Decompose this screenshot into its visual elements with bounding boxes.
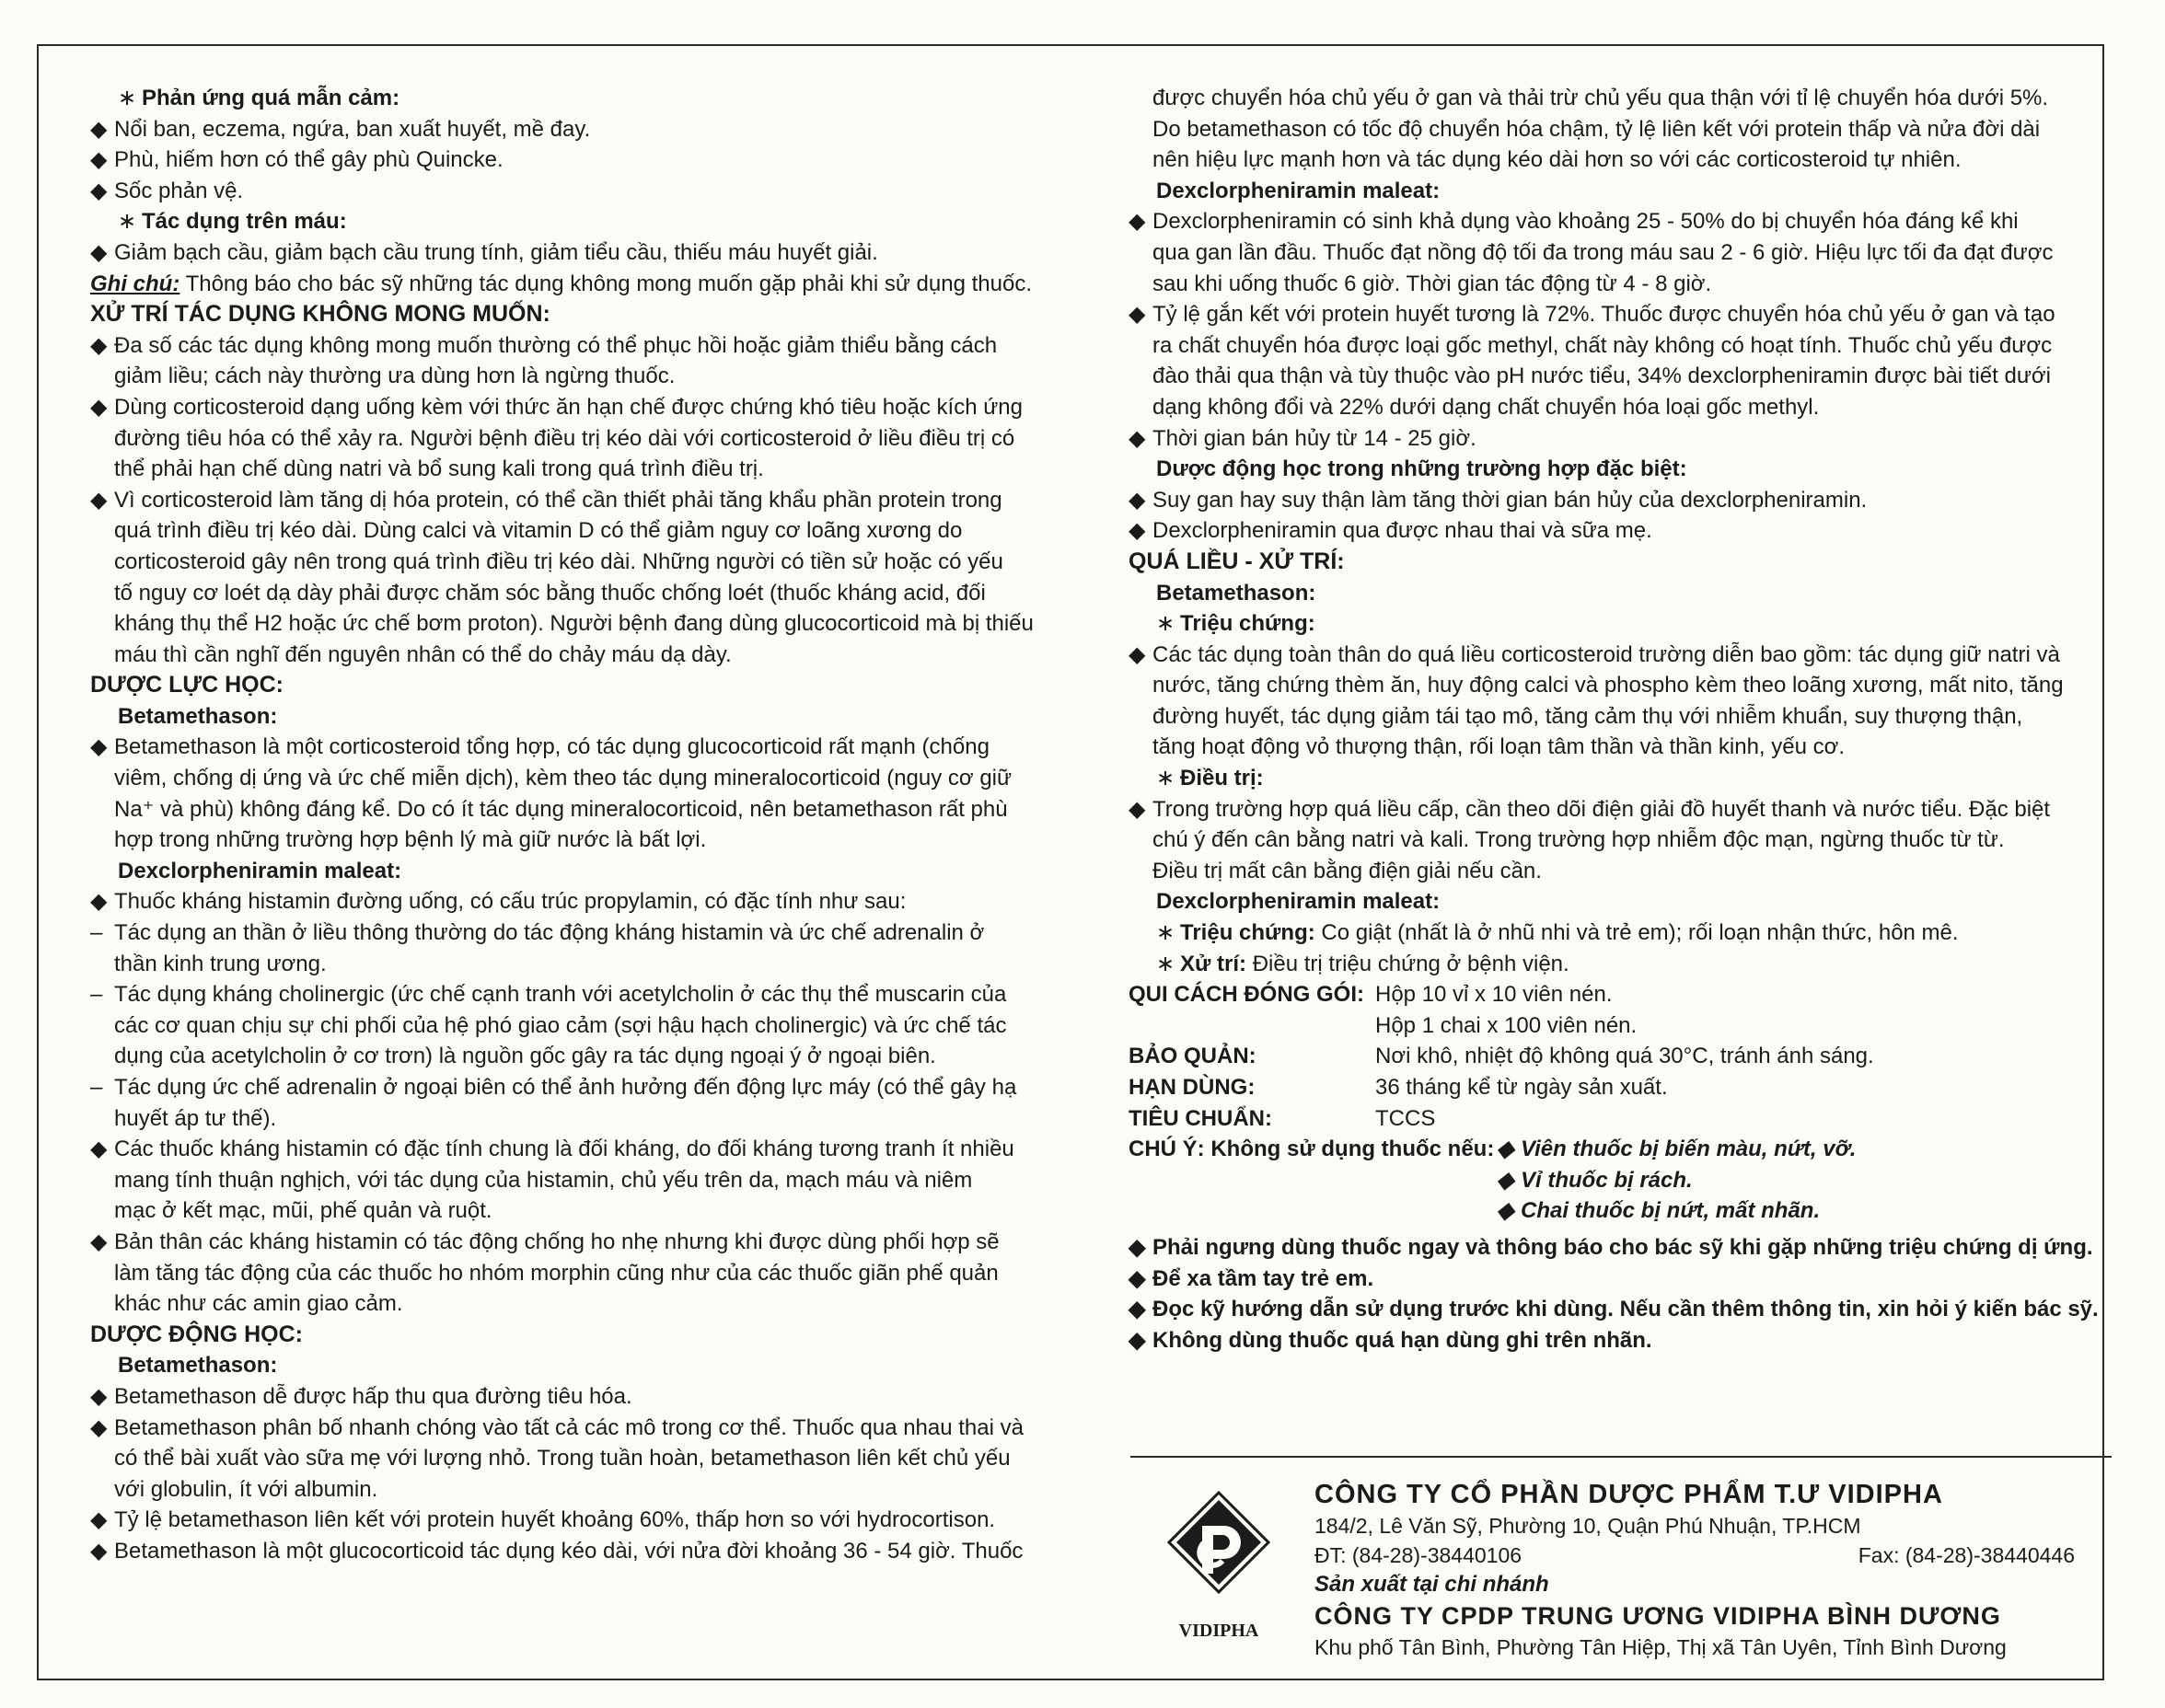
spec-table	[1129, 979, 2110, 1134]
asterisk-icon: ∗	[1156, 951, 1175, 976]
continuation-line: mạc ở kết mạc, mũi, phế quản và ruột.	[114, 1198, 492, 1224]
bullet-text: Sốc phản vệ.	[114, 178, 244, 203]
diamond-bullet-icon: ◆	[90, 178, 108, 203]
continuation-line: các cơ quan chịu sự chi phối của hệ phó giao cảm (sợi hậu hạch cholinergic) và ức chế tác	[114, 1012, 1007, 1038]
continuation-line: khác như các amin giao cảm.	[114, 1291, 403, 1317]
dash-text: Tác dụng kháng cholinergic (ức chế cạnh tranh với acetylcholin ở các thụ thể muscarin của	[114, 982, 1007, 1008]
caution-label	[1129, 1165, 1497, 1196]
bullet-item	[90, 330, 1071, 362]
continuation-line: có thể bài xuất vào sữa mẹ với lượng nhỏ. Trong tuần hoàn, betamethason liên kết chủ yếu	[114, 1446, 1011, 1471]
company-address: 184/2, Lê Văn Sỹ, Phường 10, Quận Phú Nhuận, TP.HCM	[1314, 1514, 1861, 1538]
spec-label: BẢO QUẢN:	[1129, 1044, 1256, 1069]
bullet-text: Dexclorpheniramin có sinh khả dụng vào khoảng 25 - 50% do bị chuyển hóa đáng kể khi	[1152, 209, 2019, 235]
diamond-bullet-icon: ◆	[1129, 209, 1146, 235]
continuation-line: máu thì cần nghĩ đến nguyên nhân có thể do chảy máu dạ dày.	[114, 641, 732, 667]
diamond-bullet-icon: ◆	[1129, 302, 1146, 328]
left-column	[90, 83, 1071, 1567]
continuation-line: mang tính thuận nghịch, với tác dụng của histamin, chủ yếu trên da, mạch máu và niêm	[114, 1167, 973, 1193]
bullet-text: Phù, hiếm hơn có thể gây phù Quincke.	[114, 147, 504, 173]
bullet-item	[1129, 299, 2110, 330]
caution-item	[1497, 1195, 1820, 1227]
continuation-line: đường huyết, tác dụng giảm tái tạo mô, tăng cảm thụ với nhiễm khuẩn, suy thượng thận,	[1152, 703, 2023, 729]
continuation-line: corticosteroid gây nên trong quá trình điều trị kéo dài. Những người có tiền sử hoặc có yếu	[114, 548, 1003, 574]
caution-text: Viên thuốc bị biến màu, nứt, vỡ.	[1521, 1137, 1857, 1162]
footer-divider	[1130, 1456, 2112, 1458]
bullet-item	[1129, 640, 2110, 671]
star-heading	[1129, 608, 2110, 640]
spec-value: Hộp 10 vỉ x 10 viên nén.	[1375, 982, 1613, 1008]
continuation-line: tăng hoạt động vỏ thượng thận, rối loạn tâm thần và thần kinh, yếu cơ.	[1152, 734, 1846, 760]
star-inline-label: Xử trí:	[1180, 951, 1247, 976]
warning-text: Đọc kỹ hướng dẫn sử dụng trước khi dùng. Nếu cần thêm thông tin, xin hỏi ý kiến bác sỹ.	[1152, 1297, 2099, 1322]
dash-item	[90, 917, 1071, 949]
sub-heading: Dược động học trong những trường hợp đặc biệt:	[1156, 456, 1687, 482]
star-inline-label: Triệu chứng:	[1180, 920, 1315, 946]
dash-item	[90, 979, 1071, 1010]
spec-label: TIÊU CHUẨN:	[1129, 1105, 1272, 1131]
note-label: Ghi chú:	[90, 271, 180, 296]
dash-icon: –	[90, 920, 103, 946]
caution-row	[1129, 1134, 2110, 1165]
bullet-item	[1129, 485, 2110, 516]
caution-item	[1497, 1165, 1693, 1196]
section-heading: XỬ TRÍ TÁC DỤNG KHÔNG MONG MUỐN:	[90, 301, 550, 328]
bullet-item	[90, 237, 1071, 269]
continuation-line: kháng thụ thể H2 hoặc ức chế bơm proton). Người bệnh đang dùng glucocorticoid mà bị thiếu	[114, 611, 1034, 637]
continuation-line: chú ý đến cân bằng natri và kali. Trong trường hợp nhiễm độc mạn, ngừng thuốc từ từ.	[1152, 827, 2005, 853]
spec-value: Nơi khô, nhiệt độ không quá 30°C, tránh ánh sáng.	[1375, 1044, 1874, 1069]
bullet-item	[90, 114, 1071, 145]
diamond-bullet-icon: ◆	[1129, 641, 1146, 667]
diamond-bullet-icon: ◆	[1129, 487, 1146, 513]
diamond-bullet-icon: ◆	[90, 394, 108, 420]
diamond-bullet-icon: ◆	[90, 487, 108, 513]
asterisk-icon: ∗	[1156, 920, 1175, 946]
bullet-text: Betamethason dễ được hấp thu qua đường tiêu hóa.	[114, 1383, 632, 1409]
diamond-bullet-icon: ◆	[1497, 1167, 1514, 1193]
spec-label: HẠN DÙNG:	[1129, 1075, 1256, 1100]
sub-heading: Betamethason:	[1156, 580, 1316, 606]
bullet-item	[1129, 423, 2110, 455]
bullet-text: Giảm bạch cầu, giảm bạch cầu trung tính, giảm tiểu cầu, thiếu máu huyết giải.	[114, 239, 878, 265]
company-info	[1314, 1478, 2075, 1662]
diamond-bullet-icon: ◆	[1129, 796, 1146, 822]
star-heading-label: Tác dụng trên máu:	[142, 209, 347, 235]
caution-label: CHÚ Ý: Không sử dụng thuốc nếu:	[1129, 1137, 1495, 1162]
continuation-line: dạng không đổi và 22% dưới dạng chất chuyển hóa loại gốc methyl.	[1152, 394, 1820, 420]
bullet-text: Thuốc kháng histamin đường uống, có cấu trúc propylamin, có đặc tính như sau:	[114, 889, 907, 915]
right-text-block	[1129, 83, 2110, 979]
star-inline-text: Điều trị triệu chứng ở bệnh viện.	[1246, 951, 1569, 976]
sub-heading: Dexclorpheniramin maleat:	[1156, 889, 1441, 915]
continuation-line: qua gan lần đầu. Thuốc đạt nồng độ tối đa trong máu sau 2 - 6 giờ. Hiệu lực tối đa đạt được	[1152, 239, 2054, 265]
asterisk-icon: ∗	[118, 86, 137, 110]
warnings-block	[1129, 1232, 2110, 1356]
continuation-line: thần kinh trung ương.	[114, 951, 327, 976]
caution-item	[1497, 1134, 1856, 1165]
bullet-item	[1129, 794, 2110, 825]
continuation-line: được chuyển hóa chủ yếu ở gan và thải trừ chủ yếu qua thận với tỉ lệ chuyển hóa dưới 5%.	[1152, 86, 2049, 110]
spec-row	[1129, 979, 2110, 1010]
continuation-line: Na⁺ và phù) không đáng kể. Do có ít tác dụng mineralocorticoid, nên betamethason rất phù	[114, 796, 1008, 822]
continuation-line: đường tiêu hóa có thể xảy ra. Người bệnh điều trị kéo dài với corticosteroid ở liều điều trị có	[114, 425, 1015, 451]
sub-heading: Dexclorpheniramin maleat:	[1156, 178, 1441, 203]
bullet-text: Suy gan hay suy thận làm tăng thời gian bán hủy của dexclorpheniramin.	[1152, 487, 1868, 513]
continuation-line: Điều trị mất cân bằng điện giải nếu cần.	[1152, 858, 1542, 883]
diamond-bullet-icon: ◆	[1497, 1198, 1514, 1224]
asterisk-icon: ∗	[1156, 611, 1175, 637]
spec-row	[1129, 1010, 2110, 1042]
caution-row	[1129, 1195, 2110, 1227]
bullet-text: Dùng corticosteroid dạng uống kèm với thức ăn hạn chế được chứng khó tiêu hoặc kích ứng	[114, 394, 1023, 420]
warning-row	[1129, 1232, 2110, 1264]
sub-heading: Betamethason:	[118, 703, 278, 729]
caution-row	[1129, 1165, 2110, 1196]
continuation-line: đào thải qua thận và tùy thuộc vào pH nước tiểu, 34% dexclorpheniramin được bài tiết dưới	[1152, 364, 2051, 389]
branch-label: Sản xuất tại chi nhánh	[1314, 1572, 1549, 1597]
bullet-item	[90, 1505, 1071, 1536]
spec-row	[1129, 1103, 2110, 1135]
diamond-bullet-icon: ◆	[90, 332, 108, 358]
branch-name: CÔNG TY CPDP TRUNG ƯƠNG VIDIPHA BÌNH DƯƠNG	[1314, 1602, 2001, 1630]
continuation-line: sau khi uống thuốc 6 giờ. Thời gian tác động từ 4 - 8 giờ.	[1152, 271, 1712, 296]
diamond-bullet-icon: ◆	[90, 1538, 108, 1564]
continuation-line: thể phải hạn chế dùng natri và bổ sung kali trong quá trình điều trị.	[114, 456, 764, 482]
section-heading: DƯỢC LỰC HỌC:	[90, 672, 284, 698]
spec-value: 36 tháng kể từ ngày sản xuất.	[1375, 1075, 1668, 1100]
diamond-bullet-icon: ◆	[1129, 1234, 1146, 1260]
diamond-bullet-icon: ◆	[90, 1414, 108, 1440]
bullet-item	[1129, 206, 2110, 237]
caution-text: Vỉ thuốc bị rách.	[1521, 1167, 1693, 1193]
bullet-text: Nổi ban, eczema, ngứa, ban xuất huyết, mề đay.	[114, 116, 591, 142]
bullet-text: Bản thân các kháng histamin có tác động chống ho nhẹ nhưng khi được dùng phối hợp sẽ	[114, 1229, 1000, 1254]
bullet-text: Betamethason phân bố nhanh chóng vào tất cả các mô trong cơ thể. Thuốc qua nhau thai và	[114, 1414, 1024, 1440]
diamond-bullet-icon: ◆	[90, 1507, 108, 1533]
continuation-line: với globulin, ít với albumin.	[114, 1476, 378, 1502]
bullet-item	[90, 485, 1071, 516]
continuation-line: hợp trong những trường hợp bệnh lý mà giữ nước là bất lợi.	[114, 827, 707, 853]
bullet-item	[1129, 515, 2110, 547]
bullet-item	[90, 1134, 1071, 1165]
note-line	[90, 269, 1071, 300]
section-heading: DƯỢC ĐỘNG HỌC:	[90, 1321, 303, 1347]
diamond-bullet-icon: ◆	[90, 147, 108, 173]
diamond-bullet-icon: ◆	[90, 889, 108, 915]
spec-value: Hộp 1 chai x 100 viên nén.	[1375, 1012, 1638, 1038]
section-heading: QUÁ LIỀU - XỬ TRÍ:	[1129, 548, 1345, 574]
spec-label	[1129, 1010, 1375, 1042]
continuation-line: huyết áp tư thế).	[114, 1105, 277, 1131]
diamond-bullet-icon: ◆	[1129, 518, 1146, 544]
bullet-text: Tỷ lệ betamethason liên kết với protein huyết khoảng 60%, thấp hơn so với hydrocortison.	[114, 1507, 996, 1533]
bullet-text: Dexclorpheniramin qua được nhau thai và sữa mẹ.	[1152, 518, 1652, 544]
logo-wordmark: VIDIPHA	[1178, 1621, 1259, 1641]
warning-text: Không dùng thuốc quá hạn dùng ghi trên nhãn.	[1152, 1327, 1652, 1353]
bullet-item	[90, 144, 1071, 176]
star-heading-label: Triệu chứng:	[1180, 611, 1315, 637]
continuation-line: dụng của acetylcholin ở cơ trơn) là nguồn gốc gây ra tác dụng ngoại ý ở ngoại biên.	[114, 1044, 936, 1069]
bullet-text: Tỷ lệ gắn kết với protein huyết tương là 72%. Thuốc được chuyển hóa chủ yếu ở gan và tạo	[1152, 302, 2055, 328]
spec-label: QUI CÁCH ĐÓNG GÓI:	[1129, 982, 1364, 1008]
dash-text: Tác dụng an thần ở liều thông thường do tác động kháng histamin và ức chế adrenalin ở	[114, 920, 985, 946]
dash-icon: –	[90, 982, 103, 1008]
bullet-text: Betamethason là một glucocorticoid tác dụng kéo dài, với nửa đời khoảng 36 - 54 giờ. Thuốc	[114, 1538, 1024, 1564]
bullet-item	[90, 886, 1071, 917]
spec-value: TCCS	[1375, 1105, 1436, 1131]
branch-address: Khu phố Tân Bình, Phường Tân Hiệp, Thị xã Tân Uyên, Tỉnh Bình Dương	[1314, 1635, 2007, 1659]
star-heading-label: Điều trị:	[1180, 766, 1264, 791]
bullet-text: Betamethason là một corticosteroid tổng hợp, có tác dụng glucocorticoid rất mạnh (chống	[114, 734, 990, 760]
company-name: CÔNG TY CỔ PHẦN DƯỢC PHẨM T.Ư VIDIPHA	[1314, 1480, 1943, 1509]
company-fax: Fax: (84-28)-38440446	[1858, 1543, 2075, 1567]
star-inline	[1129, 917, 2110, 949]
diamond-bullet-icon: ◆	[1129, 1265, 1146, 1291]
star-heading	[90, 83, 1071, 114]
spec-row	[1129, 1041, 2110, 1072]
warning-text: Để xa tầm tay trẻ em.	[1152, 1265, 1374, 1291]
sub-heading: Betamethason:	[118, 1353, 278, 1379]
right-column	[1129, 83, 2110, 1356]
caution-label	[1129, 1195, 1497, 1227]
diamond-bullet-icon: ◆	[90, 1137, 108, 1162]
bullet-item	[90, 1381, 1071, 1413]
company-contact	[1314, 1541, 2075, 1570]
star-inline	[1129, 949, 2110, 980]
bullet-item	[90, 1413, 1071, 1444]
diamond-bullet-icon: ◆	[90, 1229, 108, 1254]
warning-row	[1129, 1294, 2110, 1325]
bullet-item	[90, 176, 1071, 207]
vidipha-logo-icon	[1165, 1489, 1272, 1664]
diamond-bullet-icon: ◆	[90, 116, 108, 142]
bullet-item	[90, 1227, 1071, 1258]
note-text: Thông báo cho bác sỹ những tác dụng không mong muốn gặp phải khi sử dụng thuốc.	[179, 271, 1032, 296]
dash-text: Tác dụng ức chế adrenalin ở ngoại biên có thể ảnh hưởng đến động lực máy (có thể gây hạ	[114, 1075, 1017, 1100]
bullet-text: Trong trường hợp quá liều cấp, cần theo dõi điện giải đồ huyết thanh và nước tiểu. Đặc biệt	[1152, 796, 2051, 822]
caution-text: Chai thuốc bị nứt, mất nhãn.	[1521, 1198, 1821, 1224]
continuation-line: giảm liều; cách này thường ưa dùng hơn là ngừng thuốc.	[114, 364, 676, 389]
continuation-line: nước, tăng chứng thèm ăn, huy động calci và phospho kèm theo loãng xương, mất nito, tăng	[1152, 673, 2064, 698]
caution-block	[1129, 1134, 2110, 1227]
star-heading-label: Phản ứng quá mẫn cảm:	[142, 86, 400, 110]
diamond-bullet-icon: ◆	[90, 239, 108, 265]
continuation-line: làm tăng tác động của các thuốc ho nhóm morphin cũng như của các thuốc giãn phế quản	[114, 1260, 999, 1286]
bullet-text: Các tác dụng toàn thân do quá liều corticosteroid trường diễn bao gồm: tác dụng giữ natri và	[1152, 641, 2060, 667]
diamond-bullet-icon: ◆	[90, 734, 108, 760]
continuation-line: quá trình điều trị kéo dài. Dùng calci và vitamin D có thể giảm nguy cơ loãng xương do	[114, 518, 963, 544]
star-heading	[1129, 763, 2110, 794]
bullet-item	[90, 732, 1071, 763]
continuation-line: Do betamethason có tốc độ chuyển hóa chậm, tỷ lệ liên kết với protein thấp và nửa đời dài	[1152, 116, 2041, 142]
continuation-line: tố nguy cơ loét dạ dày phải được chăm sóc bằng thuốc chống loét (thuốc kháng acid, đối	[114, 580, 986, 606]
star-inline-text: Co giật (nhất là ở nhũ nhi và trẻ em); rối loạn nhận thức, hôn mê.	[1314, 920, 1959, 946]
bullet-text: Vì corticosteroid làm tăng dị hóa protein, có thể cần thiết phải tăng khẩu phần protein trong	[114, 487, 1002, 513]
bullet-text: Thời gian bán hủy từ 14 - 25 giờ.	[1152, 425, 1476, 451]
continuation-line: viêm, chống dị ứng và ức chế miễn dịch), kèm theo tác dụng mineralocorticoid (nguy cơ giữ	[114, 766, 1013, 791]
diamond-bullet-icon: ◆	[1129, 425, 1146, 451]
dash-icon: –	[90, 1075, 103, 1100]
asterisk-icon: ∗	[1156, 766, 1175, 791]
spec-row	[1129, 1072, 2110, 1103]
asterisk-icon: ∗	[118, 209, 137, 235]
bullet-item	[90, 1536, 1071, 1567]
diamond-bullet-icon: ◆	[1129, 1297, 1146, 1322]
star-heading	[90, 206, 1071, 237]
continuation-line: ra chất chuyển hóa được loại gốc methyl, chất này không có hoạt tính. Thuốc chủ yếu được	[1152, 332, 2053, 358]
bullet-text: Các thuốc kháng histamin có đặc tính chung là đối kháng, do đối kháng tương tranh ít nhiều	[114, 1137, 1014, 1162]
warning-row	[1129, 1264, 2110, 1295]
warning-row	[1129, 1325, 2110, 1356]
diamond-bullet-icon: ◆	[1129, 1327, 1146, 1353]
dash-item	[90, 1072, 1071, 1103]
bullet-text: Đa số các tác dụng không mong muốn thường có thể phục hồi hoặc giảm thiểu bằng cách	[114, 332, 998, 358]
company-phone: ĐT: (84-28)-38440106	[1314, 1543, 1522, 1567]
sub-heading: Dexclorpheniramin maleat:	[118, 858, 402, 883]
continuation-line: nên hiệu lực mạnh hơn và tác dụng kéo dài hơn so với các corticosteroid tự nhiên.	[1152, 147, 1962, 173]
warning-text: Phải ngưng dùng thuốc ngay và thông báo cho bác sỹ khi gặp những triệu chứng dị ứng.	[1152, 1234, 2093, 1260]
diamond-bullet-icon: ◆	[90, 1383, 108, 1409]
bullet-item	[90, 392, 1071, 423]
diamond-bullet-icon: ◆	[1497, 1137, 1514, 1162]
